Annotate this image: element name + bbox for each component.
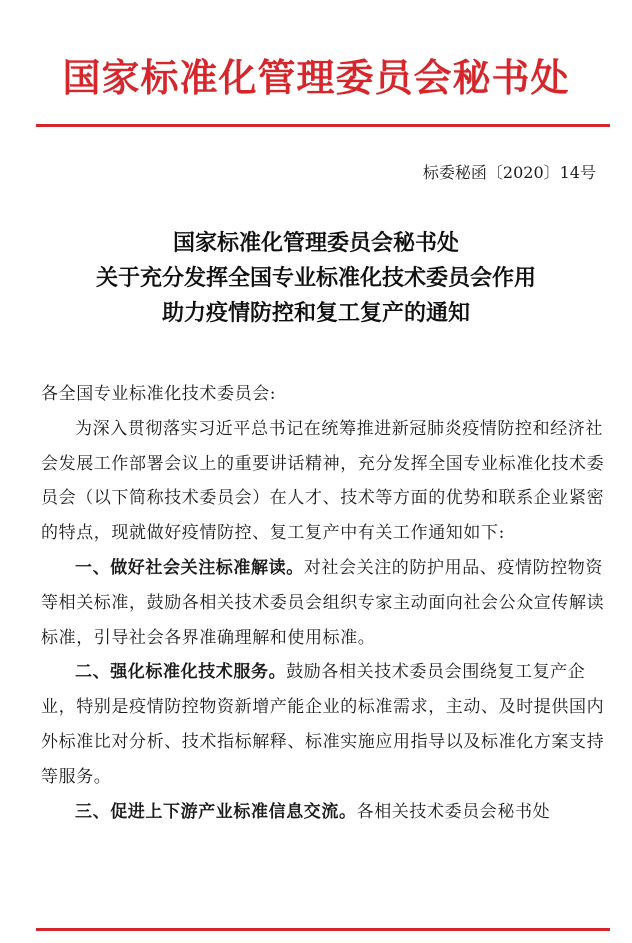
- notice-title: [0, 226, 632, 331]
- section-paragraph: [41, 655, 605, 794]
- section-heading: 三、促进上下游产业标准信息交流。: [75, 801, 357, 822]
- document-number: 标委秘函〔2020〕14号: [422, 163, 596, 182]
- notice-body: [41, 377, 605, 829]
- letterhead-divider: [36, 124, 610, 127]
- section-heading: 二、强化标准化技术服务。: [75, 662, 287, 683]
- section-paragraph: [41, 795, 605, 830]
- section-text: 各相关技术委员会秘书处: [356, 801, 551, 822]
- title-line: 助力疫情防控和复工复产的通知: [161, 300, 470, 326]
- letterhead-title: 国家标准化管理委员会秘书处: [62, 56, 570, 100]
- footer-divider: [36, 928, 610, 931]
- title-line: 国家标准化管理委员会秘书处: [172, 230, 459, 256]
- section-text: 对社会关注的防护用品、疫情防控物资等相关标准，鼓励各相关技术委员会组织专家主动面向社会公众宣传解读标准，引导社会各界准确理解和使用标准。: [41, 557, 605, 648]
- section-heading: 一、做好社会关注标准解读。: [75, 557, 304, 578]
- intro-paragraph: 为深入贯彻落实习近平总书记在统筹推进新冠肺炎疫情防控和经济社会发展工作部署会议上的重要讲话精神，充分发挥全国专业标准化技术委员会（以下简称技术委员会）在人才、技术等方面的优势和联系企业紧密的特点，现就做好疫情防控、复工复产中有关工作通知如下:: [41, 418, 605, 544]
- title-line: 关于充分发挥全国专业标准化技术委员会作用: [95, 265, 536, 291]
- section-text: 鼓励各相关技术委员会围绕复工复产企业，特别是疫情防控物资新增产能企业的标准需求，主动、及时提供国内外标准比对分析、技术指标解释、标准实施应用指导以及标准化方案支持等服务。: [41, 662, 605, 787]
- salutation: 各全国专业标准化技术委员会:: [41, 384, 277, 404]
- section-paragraph: [41, 551, 605, 655]
